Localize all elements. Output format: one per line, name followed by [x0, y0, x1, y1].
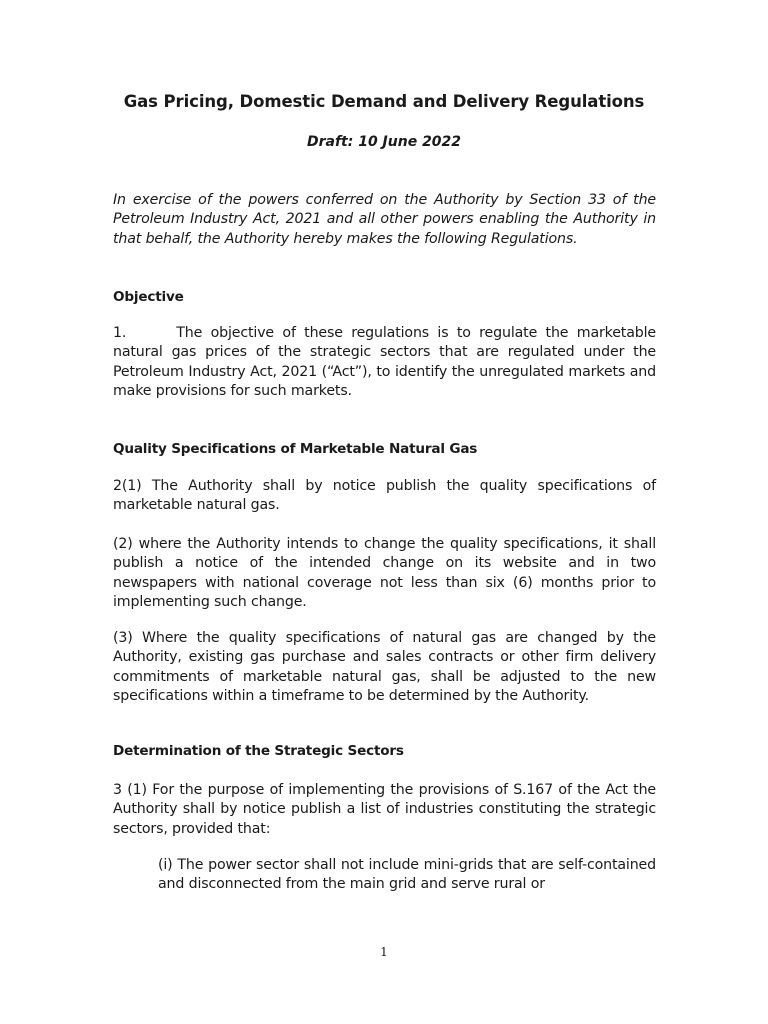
objective-paragraph: [113, 324, 656, 402]
page-number: 1: [380, 945, 388, 959]
strategic-heading: Determination of the Strategic Sectors: [113, 743, 404, 759]
objective-para-text: The objective of these regulations is to regulate the marketable natural gas prices of the strategic sectors that are regulated under the Petroleum Industry Act, 2021 (“Act”), to identify the unregulated markets and make provisions for such markets.: [113, 325, 656, 400]
quality-paragraph-1: 2(1) The Authority shall by notice publish the quality specifications of marketable natural gas.: [113, 478, 656, 514]
quality-heading: Quality Specifications of Marketable Natural Gas: [113, 441, 478, 457]
draft-date: Draft: 10 June 2022: [306, 134, 462, 150]
objective-heading: Objective: [113, 289, 184, 305]
preamble-paragraph: In exercise of the powers conferred on the Authority by Section 33 of the Petroleum Industry Act, 2021 and all other powers enabling the Authority in that behalf, the Authority hereby makes the following Regulations.: [113, 192, 656, 247]
strategic-sub-item-i: (i) The power sector shall not include mini-grids that are self-contained and disconnected from the main grid and serve rural or: [158, 857, 656, 893]
objective-para-number: 1.: [113, 325, 127, 341]
quality-paragraph-3: (3) Where the quality specifications of natural gas are changed by the Authority, existing gas purchase and sales contracts or other firm delivery commitments of marketable natural gas, shall be adjusted to the new specifications within a timeframe to be determined by the Authority.: [113, 630, 656, 705]
strategic-paragraph-1: 3 (1) For the purpose of implementing the provisions of S.167 of the Act the Authority shall by notice publish a list of industries constituting the strategic sectors, provided that:: [113, 782, 656, 837]
quality-paragraph-2: (2) where the Authority intends to change the quality specifications, it shall publish a notice of the intended change on its website and in two newspapers with national coverage not less than six (6) months prior to implementing such change.: [113, 536, 656, 611]
document-title: Gas Pricing, Domestic Demand and Delivery Regulations: [123, 92, 645, 111]
